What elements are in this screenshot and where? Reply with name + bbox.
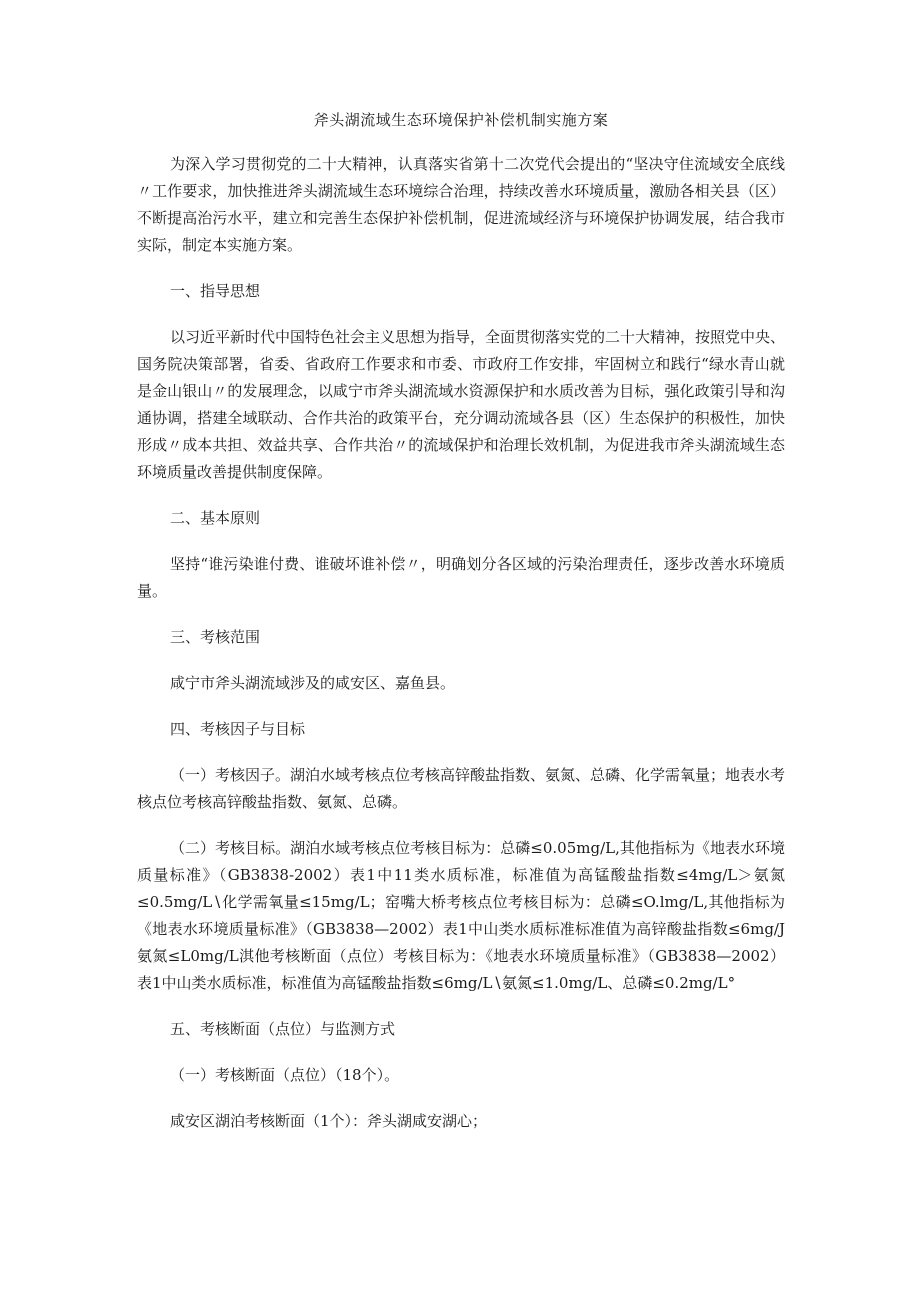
section-heading-assessment-scope: 三、考核范围 bbox=[170, 628, 261, 646]
xianan-lake-section-paragraph: 咸安区湖泊考核断面（1个）：斧头湖咸安湖心； bbox=[170, 1112, 488, 1130]
document-page bbox=[137, 108, 785, 1154]
section-heading-factors-targets: 四、考核因子与目标 bbox=[170, 720, 306, 738]
document-title: 斧头湖流域生态环境保护补偿机制实施方案 bbox=[313, 111, 609, 129]
section-heading-sections-monitoring: 五、考核断面（点位）与监测方式 bbox=[170, 1020, 396, 1038]
subsection-heading-sections: （一）考核断面（点位）（18个）。 bbox=[170, 1066, 400, 1084]
assessment-scope-paragraph: 咸宁市斧头湖流域涉及的咸安区、嘉鱼县。 bbox=[170, 674, 456, 692]
section-heading-basic-principles: 二、基本原则 bbox=[170, 509, 261, 527]
assessment-targets-paragraph: （二）考核目标。湖泊水域考核点位考核目标为：总磷≤0.05mg∕L,其他指标为《地表水环境质量标准》（GB3838-2002）表1中11类水质标准，标准值为高锰酸盐指数≤4mg∕L＞氨氮≤0.5mg∕L∖化学需氧量≤15mg∕L；窑嘴大桥考核点位考核目标为：总磷≤O.lmg∕L,其他指标为《地表水环境质量标准》（GB3838—2002）表1中山类水质标准标准值为高锌酸盐指数≤6mg∕J氨氮≤L0mg∕L淇他考核断面（点位）考核目标为：《地表水环境质量标准》（GB3838—2002）表1中山类水质标准，标准值为高锰酸盐指数≤6mg∕L∖氨氮≤1.0mg∕L、总磷≤0.2mg∕L° bbox=[137, 839, 785, 992]
guiding-ideology-paragraph: 以习近平新时代中国特色社会主义思想为指导，全面贯彻落实党的二十大精神，按照党中央、国务院决策部署，省委、省政府工作要求和市委、市政府工作安排，牢固树立和践行“绿水青山就是金山银山〃的发展理念，以咸宁市斧头湖流域水资源保护和水质改善为目标，强化政策引导和沟通协调，搭建全域联动、合作共治的政策平台，充分调动流域各县（区）生态保护的积极性，加快形成〃成本共担、效益共享、合作共治〃的流域保护和治理长效机制，为促进我市斧头湖流域生态环境质量改善提供制度保障。 bbox=[137, 328, 786, 481]
intro-paragraph: 为深入学习贯彻党的二十大精神，认真落实省第十二次党代会提出的“坚决守住流域安全底线〃工作要求，加快推进斧头湖流域生态环境综合治理，持续改善水环境质量，激励各相关县（区）不断提高治污水平，建立和完善生态保护补偿机制，促进流域经济与环境保护协调发展，结合我市实际，制定本实施方案。 bbox=[137, 155, 785, 254]
assessment-factors-paragraph: （一）考核因子。湖泊水域考核点位考核高锌酸盐指数、氨氮、总磷、化学需氧量；地表水考核点位考核高锌酸盐指数、氨氮、总磷。 bbox=[137, 766, 786, 811]
section-heading-guiding-ideology: 一、指导思想 bbox=[170, 282, 261, 300]
basic-principles-paragraph: 坚持“谁污染谁付费、谁破坏谁补偿〃，明确划分各区域的污染治理责任，逐步改善水环境质量。 bbox=[137, 555, 785, 600]
